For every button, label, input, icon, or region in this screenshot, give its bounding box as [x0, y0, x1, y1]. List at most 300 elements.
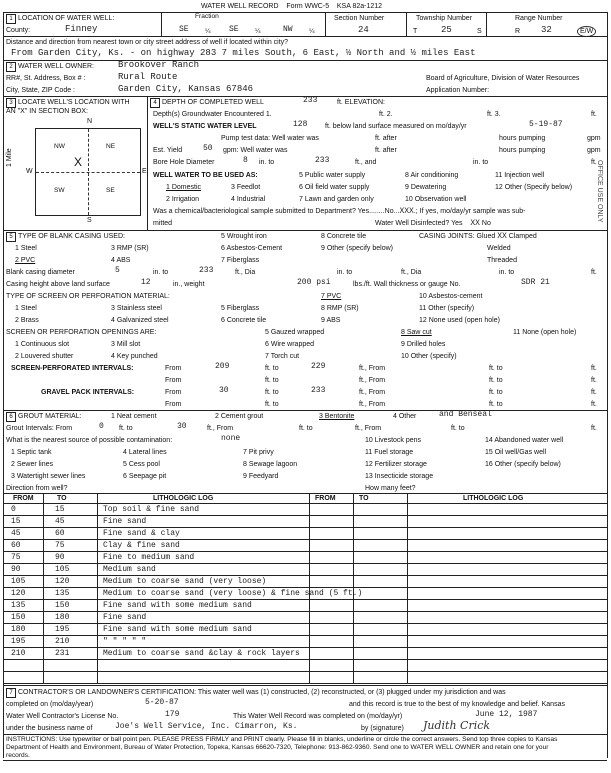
log-to-cell: 45	[55, 517, 65, 526]
ft-to-label: ft. to	[489, 377, 503, 384]
water-use-label: WELL WATER TO BE USED AS:	[153, 172, 258, 179]
in-to-label: in. to	[499, 269, 515, 276]
gravel-from-value: 30	[219, 386, 229, 395]
ft-label: ft.	[591, 159, 597, 166]
log-from-cell: 0	[11, 505, 16, 514]
quarter: ¼	[255, 28, 261, 35]
fraction-1: SE	[179, 25, 189, 34]
use-feedlot[interactable]: 3 Feedlot	[231, 184, 261, 191]
ft-label: ft.	[591, 269, 597, 276]
label: GROUT MATERIAL:	[18, 413, 82, 420]
open-saw-cut[interactable]: 8 Saw cut	[401, 329, 432, 336]
screen-fiberglass[interactable]: 5 Fiberglass	[221, 305, 260, 312]
casing-steel[interactable]: 1 Steel	[15, 245, 37, 252]
open-gauzed[interactable]: 5 Gauzed wrapped	[265, 329, 325, 336]
log-from-cell: 60	[11, 541, 21, 550]
screen-other[interactable]: 11 Other (specify)	[419, 305, 475, 312]
table-row-rule	[3, 635, 607, 636]
grout-other-value: and Benseal	[439, 410, 492, 419]
ft-from-label: ft., From	[355, 425, 382, 432]
source-fertilizer[interactable]: 12 Fertilizer storage	[365, 461, 427, 468]
log-from-cell: 180	[11, 625, 26, 634]
license-value: 179	[165, 710, 180, 719]
casing-joints	[419, 232, 537, 241]
use-lawn-garden[interactable]: 7 Lawn and garden only	[299, 196, 374, 203]
certification-text: CONTRACTOR'S OR LANDOWNER'S CERTIFICATION: This water well was (1) constructed, (2) reconstructed, or (3) plugged under my jurisdiction and was	[18, 689, 506, 696]
openings-label: SCREEN OR PERFORATION OPENINGS ARE:	[6, 329, 157, 336]
in-to-label: in. to	[259, 159, 275, 166]
log-description-cell: " " " " "	[103, 637, 147, 646]
quarter: ¼	[205, 28, 211, 35]
address-label: RR#, St. Address, Box # :	[6, 75, 86, 82]
rule	[309, 493, 310, 683]
section-number: 7	[6, 688, 16, 698]
section-number-value: 24	[358, 25, 369, 35]
log-to-cell: 75	[55, 541, 65, 550]
table-row-rule	[3, 647, 607, 648]
water-well-record-form	[3, 2, 607, 770]
use-domestic[interactable]: 1 Domestic	[166, 184, 202, 191]
range-value: 32	[541, 25, 552, 35]
instructions-line3: records.	[6, 752, 30, 759]
address-value: Rural Route	[118, 72, 178, 82]
col-to-header-2: TO	[359, 495, 369, 502]
owner-value: Brookover Ranch	[118, 60, 200, 70]
source-seepage[interactable]: 6 Seepage pit	[123, 473, 167, 480]
signature: Judith Crick	[423, 719, 491, 732]
section-6-label	[6, 412, 82, 422]
disinfected-mark: XX	[470, 219, 480, 228]
table-row-rule	[3, 551, 607, 552]
table-row-rule	[3, 671, 607, 672]
source-fuel[interactable]: 11 Fuel storage	[365, 449, 414, 456]
from-label: From	[165, 401, 182, 408]
instructions-line1: INSTRUCTIONS: Use typewriter or ball point pen. PLEASE PRESS FIRMLY and PRINT clearly. Please fill in blanks, underline or circle the correct answers. Send top three copies to Kansas	[6, 736, 558, 743]
static-level-label: WELL'S STATIC WATER LEVEL	[153, 123, 257, 130]
screen-galvanized[interactable]: 4 Galvanized steel	[111, 317, 169, 324]
instructions-line2: Department of Health and Environment, Bureau of Water Protection, Topeka, Kansas 66620-7320, Telephone: 913-862-9360. Send one to WATER WELL OWNER and retain one for your	[6, 744, 549, 751]
source-septic[interactable]: 1 Septic tank	[11, 449, 52, 456]
application-number-label: Application Number:	[426, 87, 490, 94]
gpm-label: gpm	[587, 147, 601, 154]
use-observation[interactable]: 10 Observation well	[405, 196, 467, 203]
rule	[3, 760, 607, 761]
township-t: T	[413, 28, 418, 35]
log-description-cell: Medium to coarse sand (very loose)	[103, 577, 267, 586]
source-watertight[interactable]: 3 Watertight sewer lines	[11, 473, 86, 480]
ft-to-label: ft. to	[489, 389, 503, 396]
bore-diameter-value: 8	[243, 156, 248, 165]
log-to-cell: 150	[55, 601, 70, 610]
screen-steel[interactable]: 1 Steel	[15, 305, 37, 312]
label: AN "X" IN SECTION BOX:	[6, 108, 88, 115]
township-value: 25	[441, 25, 452, 35]
casing-concrete[interactable]: 8 Concrete tile	[321, 233, 367, 240]
ft-from-label: ft., From	[359, 389, 386, 396]
fraction-2: SE	[229, 25, 239, 34]
sw-label: SW	[54, 187, 65, 194]
se-label: SE	[106, 187, 115, 194]
table-row-rule	[3, 563, 607, 564]
open-key-punched[interactable]: 4 Key punched	[111, 353, 158, 360]
casing-wrought-iron[interactable]: 5 Wrought iron	[221, 233, 267, 240]
table-row-rule	[3, 659, 607, 660]
log-from-cell: 135	[11, 601, 26, 610]
label: DEPTH OF COMPLETED WELL	[162, 99, 264, 106]
ft-dia-label: ft., Dia	[235, 269, 256, 276]
rule	[3, 60, 607, 61]
ft-to-label: ft. to	[265, 365, 279, 372]
open-wire-wrapped[interactable]: 6 Wire wrapped	[265, 341, 315, 348]
grid-line	[36, 172, 140, 173]
source-pit-privy[interactable]: 7 Pit privy	[243, 449, 274, 456]
nw-label: NW	[54, 143, 65, 150]
table-row-rule	[3, 539, 607, 540]
log-description-cell: Medium to coarse sand &clay & rock layers	[103, 649, 300, 658]
section-number: 3	[6, 98, 16, 108]
use-industrial[interactable]: 4 Industrial	[231, 196, 266, 203]
screen-rmp[interactable]: 8 RMP (SR)	[321, 305, 359, 312]
rule	[3, 410, 607, 411]
col-from-header: FROM	[13, 495, 34, 502]
north-label: N	[87, 118, 93, 125]
open-drilled[interactable]: 9 Drilled holes	[401, 341, 446, 348]
log-from-cell: 120	[11, 589, 26, 598]
business-label: under the business name of	[6, 725, 93, 732]
ft-dia-label: ft., Dia	[401, 269, 422, 276]
use-oilfield[interactable]: 6 Oil field water supply	[299, 184, 370, 191]
city-value: Garden City, Kansas 67846	[118, 84, 254, 94]
ft-label: ft.	[591, 111, 597, 118]
casing-abs[interactable]: 4 ABS	[111, 257, 131, 264]
clamped-label: Clamped	[508, 233, 537, 240]
screen-asbestos[interactable]: 10 Asbestos-cement	[419, 293, 483, 300]
section-5-label	[6, 232, 125, 242]
gravel-to-value: 233	[311, 386, 326, 395]
direction-value: From Garden City, Ks. - on highway 283 7 miles South, 6 East, ½ North and ½ miles East	[11, 48, 476, 58]
source-sewer[interactable]: 2 Sewer lines	[11, 461, 54, 468]
depth-value: 233	[303, 96, 318, 105]
chem-label: Was a chemical/bacteriological sample submitted to Department? Yes	[153, 208, 370, 215]
city-label: City, State, ZIP Code :	[6, 87, 75, 94]
record-completed-date: June 12, 1987	[475, 710, 538, 719]
south-label: S	[87, 217, 92, 224]
rule	[3, 230, 607, 231]
log-to-cell: 120	[55, 577, 70, 586]
record-completed-label: This Water Well Record was completed on (mo/day/yr)	[233, 713, 403, 720]
log-from-cell: 105	[11, 577, 26, 586]
log-to-cell: 210	[55, 637, 70, 646]
source-abandoned-well[interactable]: 14 Abandoned water well	[485, 437, 564, 444]
lithologic-log-table	[3, 493, 607, 683]
section-2-label	[6, 62, 94, 72]
open-continuous[interactable]: 1 Continuous slot	[15, 341, 70, 348]
gauge-value: SDR 21	[521, 278, 550, 287]
disinfected-line	[375, 219, 491, 228]
grout-other[interactable]: 4 Other	[393, 413, 417, 420]
ft-from-label: ft., From	[359, 365, 386, 372]
joints-label: CASING JOINTS: Glued	[419, 233, 496, 240]
log-from-cell: 195	[11, 637, 26, 646]
casing-diameter-value: 5	[115, 266, 120, 275]
open-other[interactable]: 10 Other (specify)	[401, 353, 457, 360]
col-to-header: TO	[57, 495, 67, 502]
screen-concrete[interactable]: 6 Concrete tile	[221, 317, 267, 324]
log-from-cell: 75	[11, 553, 21, 562]
ft-from-label: ft., From	[359, 377, 386, 384]
source-cess-pool[interactable]: 5 Cess pool	[123, 461, 160, 468]
mile-label: 1 Mile	[6, 148, 13, 167]
col-log-header-2: LITHOLOGIC LOG	[463, 495, 524, 502]
from-label: From	[165, 389, 182, 396]
rule	[486, 12, 487, 36]
log-to-cell: 135	[55, 589, 70, 598]
source-other[interactable]: 16 Other (specify below)	[485, 461, 561, 468]
range-r: R	[515, 28, 521, 35]
log-description-cell: Fine to medium sand	[103, 553, 195, 562]
ft-label: ft.	[591, 389, 597, 396]
completed-label: completed on (mo/day/year)	[6, 701, 94, 708]
screen-to-value: 229	[311, 362, 326, 371]
mitted-label: mitted	[153, 220, 173, 227]
use-irrigation[interactable]: 2 Irrigation	[166, 196, 200, 203]
ne-label: NE	[106, 143, 116, 150]
source-insecticide[interactable]: 13 Insecticide storage	[365, 473, 434, 480]
source-livestock[interactable]: 10 Livestock pens	[365, 437, 422, 444]
casing-asbestos[interactable]: 6 Asbestos-Cement	[221, 245, 283, 252]
source-oil-gas-well[interactable]: 15 Oil well/Gas well	[485, 449, 547, 456]
log-description-cell: Fine sand	[103, 613, 147, 622]
label: WATER WELL OWNER:	[18, 63, 94, 70]
open-torch-cut[interactable]: 7 Torch cut	[265, 353, 300, 360]
grout-bentonite[interactable]: 3 Bentonite	[319, 413, 355, 420]
ft-to-label: ft. to	[489, 401, 503, 408]
table-row-rule	[3, 575, 607, 576]
rule	[3, 36, 607, 37]
fraction-3: NW	[283, 25, 293, 34]
rule	[3, 685, 607, 686]
bore-depth-value: 233	[315, 156, 330, 165]
open-louvered[interactable]: 2 Louvered shutter	[15, 353, 74, 360]
open-mill-slot[interactable]: 3 Mill slot	[111, 341, 141, 348]
well-location-mark: X	[74, 155, 83, 169]
casing-fiberglass[interactable]: 7 Fiberglass	[221, 257, 260, 264]
table-row-rule	[3, 611, 607, 612]
screen-pvc[interactable]: 7 PVC	[321, 293, 342, 300]
title: WATER WELL RECORD	[201, 3, 279, 10]
grout-neat-cement[interactable]: 1 Neat cement	[111, 413, 157, 420]
use-other[interactable]: 12 Other (Specify below)	[495, 184, 573, 191]
log-description-cell: Clay & fine sand	[103, 541, 180, 550]
joints-value: XX	[497, 232, 507, 241]
wall-thickness-label: lbs./ft. Wall thickness or gauge No.	[353, 281, 461, 288]
static-level-tail: ft. below land surface measured on mo/day/yr	[325, 123, 467, 130]
est-yield-label: Est. Yield	[153, 147, 183, 154]
open-none[interactable]: 11 None (open hole)	[513, 329, 577, 336]
rule	[407, 493, 408, 683]
section-number: 2	[6, 62, 16, 72]
weight-label: in., weight	[173, 281, 205, 288]
ft-label: ft. 3.	[487, 111, 501, 118]
log-to-cell: 231	[55, 649, 70, 658]
label: LOCATE WELL'S LOCATION WITH	[18, 99, 130, 106]
ft-from-label: ft., From	[359, 401, 386, 408]
chem-tail: ; If yes, mo/day/yr sample was sub-	[415, 208, 526, 215]
table-row-rule	[3, 587, 607, 588]
ft-after-label: ft. after	[375, 135, 397, 142]
section-number: 4	[150, 98, 160, 108]
board-label: Board of Agriculture, Division of Water Resources	[426, 75, 580, 82]
section-number: 6	[6, 412, 16, 422]
business-value: Joe's Well Service, Inc. Cimarron, Ks.	[115, 722, 298, 731]
log-to-cell: 180	[55, 613, 70, 622]
col-log-header: LITHOLOGIC LOG	[153, 495, 214, 502]
rule	[325, 12, 326, 36]
log-description-cell: Top soil & fine sand	[103, 505, 200, 514]
est-yield-tail: gpm: Well water was	[223, 147, 288, 154]
table-row-rule	[3, 515, 607, 516]
screen-stainless[interactable]: 3 Stainless steel	[111, 305, 162, 312]
section-4-depth	[150, 98, 264, 108]
rule	[3, 12, 607, 13]
casing-other[interactable]: 9 Other (specify below)	[321, 245, 393, 252]
no-label: No	[384, 208, 394, 215]
ft-to-label: ft. to	[489, 365, 503, 372]
log-from-cell: 150	[11, 613, 26, 622]
pump-test-label: Pump test data: Well water was	[221, 135, 319, 142]
log-to-cell: 195	[55, 625, 70, 634]
screen-none[interactable]: 12 None used (open hole)	[419, 317, 500, 324]
form-title	[201, 2, 382, 11]
log-from-cell: 15	[11, 517, 21, 526]
welded-label: Welded	[487, 245, 511, 252]
label: TYPE OF BLANK CASING USED:	[18, 233, 125, 240]
no-mark: XXX	[399, 207, 414, 216]
ft-label: ft.	[591, 377, 597, 384]
casing-height-value: 12	[141, 278, 151, 287]
west-label: W	[26, 168, 33, 175]
hours-pumping-label: hours pumping	[499, 147, 546, 154]
static-level-date: 5-19-87	[529, 120, 563, 129]
section-number: 1	[6, 14, 16, 24]
table-row-rule	[3, 683, 607, 684]
direction-from-well-label: Direction from well?	[6, 485, 68, 492]
log-description-cell: Fine sand	[103, 517, 147, 526]
how-many-feet-label: How many feet?	[365, 485, 416, 492]
from-label: From	[165, 377, 182, 384]
threaded-label: Threaded	[487, 257, 517, 264]
hours-pumping-label: hours pumping	[499, 135, 546, 142]
log-from-cell: 45	[11, 529, 21, 538]
ft-after-label: ft. after	[375, 147, 397, 154]
ft-label: ft.	[591, 401, 597, 408]
est-yield-value: 50	[203, 144, 213, 153]
certification-text: and this record is true to the best of my knowledge and belief. Kansas	[349, 701, 565, 708]
grout-cement[interactable]: 2 Cement grout	[215, 413, 264, 420]
groundwater-label: Depth(s) Groundwater Encountered 1.	[153, 111, 272, 118]
log-to-cell: 60	[55, 529, 65, 538]
contamination-value: none	[221, 434, 241, 443]
weight-value: 200 psi	[297, 278, 331, 287]
table-row-rule	[3, 599, 607, 600]
source-lagoon[interactable]: 8 Sewage lagoon	[243, 461, 298, 468]
ft-to-label: ft. to	[265, 401, 279, 408]
casing-depth-value: 233	[199, 266, 214, 275]
grout-from-value: 0	[99, 422, 104, 431]
log-to-cell: 90	[55, 553, 65, 562]
log-description-cell: Fine sand with some medium sand	[103, 601, 252, 610]
county-value: Finney	[65, 24, 98, 34]
screen-intervals-label: SCREEN-PERFORATED INTERVALS:	[11, 365, 134, 372]
ft-to-label: ft. to	[299, 425, 313, 432]
in-to-label: in. to	[473, 159, 489, 166]
ft-to-label: ft. to	[119, 425, 133, 432]
table-row-rule	[3, 623, 607, 624]
east-label: E	[142, 168, 147, 175]
section-7-line1	[6, 688, 506, 698]
use-injection[interactable]: 11 Injection well	[495, 172, 545, 179]
gravel-pack-label: GRAVEL PACK INTERVALS:	[41, 389, 135, 396]
fraction-label: Fraction	[195, 13, 219, 20]
no-label: No	[481, 220, 491, 227]
signature-label: by (signature)	[361, 725, 404, 732]
casing-diameter-label: Blank casing diameter	[6, 269, 75, 276]
log-to-cell: 105	[55, 565, 70, 574]
log-from-cell: 90	[11, 565, 21, 574]
col-from-header-2: FROM	[315, 495, 336, 502]
use-air-conditioning[interactable]: 8 Air conditioning	[405, 172, 459, 179]
completed-date: 5-20-87	[145, 698, 179, 707]
grout-intervals-label: Grout Intervals: From	[6, 425, 73, 432]
bore-diameter-label: Bore Hole Diameter	[153, 159, 215, 166]
rule	[147, 96, 148, 230]
screen-brass[interactable]: 2 Brass	[15, 317, 39, 324]
rule	[43, 493, 44, 683]
section-1-label	[6, 14, 114, 24]
casing-pvc[interactable]: 2 PVC	[15, 257, 36, 264]
chem-sample-line: Was a chemical/bacteriological sample submitted to Department? Yes........No...XXX.; If yes, mo/day/yr sample was sub-	[153, 207, 526, 216]
screen-abs[interactable]: 9 ABS	[321, 317, 341, 324]
log-description-cell: Fine sand with some medium sand	[103, 625, 252, 634]
section-box[interactable]	[35, 128, 141, 216]
ft-label: ft.	[591, 365, 597, 372]
elevation-label: ft. ELEVATION:	[337, 99, 385, 106]
section-number-label: Section Number	[334, 15, 385, 22]
direction-label: Distance and direction from nearest town or city street address of well if located within city?	[6, 39, 289, 46]
in-to-label: in. to	[153, 269, 169, 276]
range-label: Range Number	[515, 15, 563, 22]
use-public-supply[interactable]: 5 Public water supply	[299, 172, 366, 179]
casing-rmp[interactable]: 3 RMP (SR)	[111, 245, 149, 252]
log-to-cell: 15	[55, 505, 65, 514]
rule	[406, 12, 407, 36]
ft-label: ft.	[591, 425, 597, 432]
casing-height-label: Casing height above land surface	[6, 281, 110, 288]
source-lateral[interactable]: 4 Lateral lines	[123, 449, 167, 456]
source-feedyard[interactable]: 9 Feedyard	[243, 473, 279, 480]
rule	[353, 493, 354, 683]
screen-material-label: TYPE OF SCREEN OR PERFORATION MATERIAL:	[6, 293, 170, 300]
contamination-label: What is the nearest source of possible contamination:	[6, 437, 173, 444]
quarter: ¼	[309, 28, 315, 35]
township-s: S	[477, 28, 482, 35]
log-from-cell: 210	[11, 649, 26, 658]
county-label: County:	[6, 27, 31, 34]
rule	[161, 12, 162, 36]
ft-to-label: ft. to	[451, 425, 465, 432]
use-dewatering[interactable]: 9 Dewatering	[405, 184, 447, 191]
label: LOCATION OF WATER WELL:	[18, 15, 115, 22]
